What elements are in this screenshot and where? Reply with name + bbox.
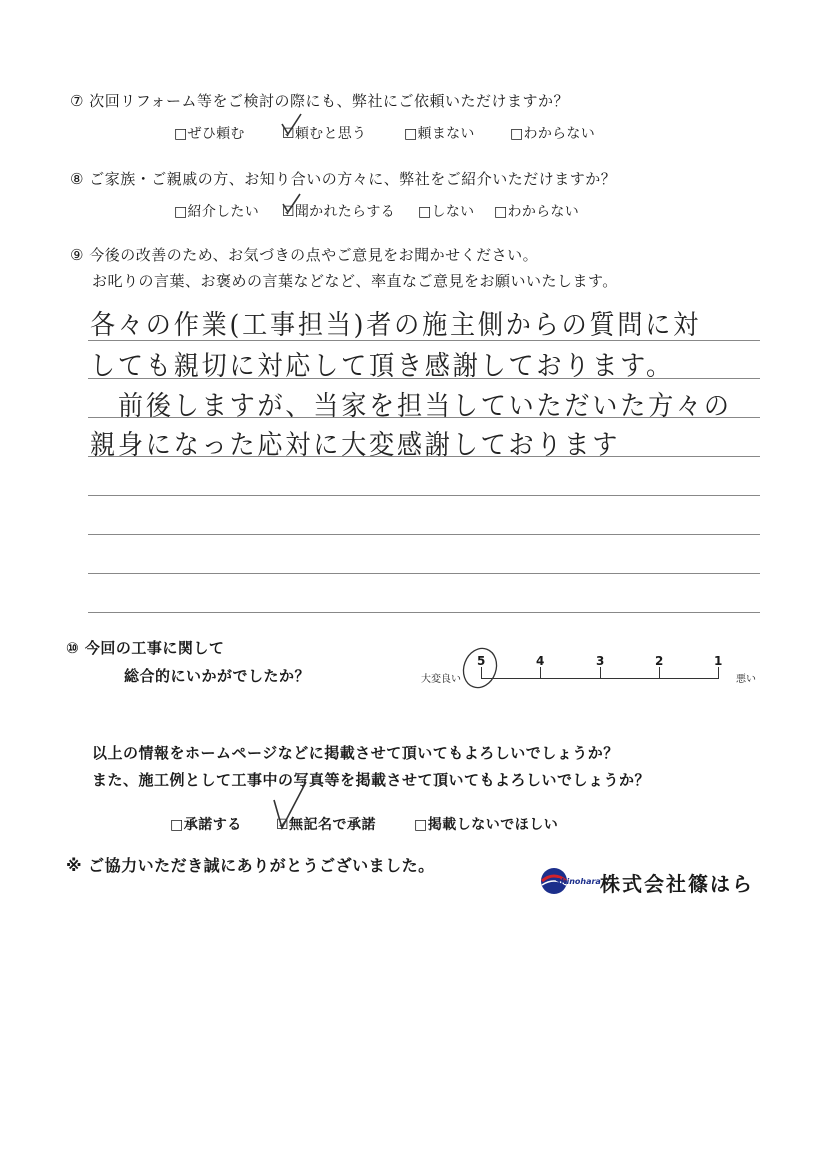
closing-message: ※ ご協力いただき誠にありがとうございました。 [66, 856, 435, 875]
q8-checkmark-icon [280, 190, 304, 216]
scale-label-best: 大変良い [421, 674, 461, 685]
scale-tick [718, 667, 719, 679]
scale-value-3[interactable]: 3 [596, 654, 605, 668]
q8-option-unknown[interactable]: □わからない [494, 204, 580, 220]
handwritten-answer-line: 各々の作業(工事担当)者の施主側からの質問に対 [90, 310, 702, 341]
q8-option-no[interactable]: □しない [418, 204, 475, 220]
q9-question-line1: ⑨ 今後の改善のため、お気づきの点やご意見をお聞かせください。 [70, 246, 539, 264]
q9-question-line2: お叱りの言葉、お褒めの言葉などなど、率直なご意見をお願いいたします。 [92, 272, 618, 290]
q7-question: ⑦ 次回リフォーム等をご検討の際にも、弊社にご依頼いただけますか？ [70, 92, 569, 110]
publication-question-line2: また、施工例として工事中の写真等を掲載させて頂いてもよろしいでしょうか？ [92, 771, 651, 789]
scale-value-1[interactable]: 1 [714, 654, 723, 668]
company-name: 株式会社篠はら [600, 872, 754, 896]
answer-rule [88, 573, 760, 574]
q10-question-line2: 総合的にいかがでしたか？ [124, 667, 311, 685]
answer-rule [88, 612, 760, 613]
company-logo-text: Shinohara [555, 877, 601, 886]
q10-question-line1: ⑩ 今回の工事に関して [66, 639, 225, 657]
q7-option-definitely[interactable]: □ぜひ頼む [174, 126, 245, 142]
scale-selection-circle-icon [460, 646, 500, 690]
publication-option-decline[interactable]: □掲載しないでほしい [414, 817, 559, 833]
answer-rule [88, 495, 760, 496]
answer-rule [88, 534, 760, 535]
q7-option-likely[interactable]: ☑頼むと思う [282, 126, 367, 142]
scale-value-4[interactable]: 4 [536, 654, 545, 668]
q8-option-if-asked[interactable]: ☑聞かれたらする [282, 204, 395, 220]
q8-option-introduce[interactable]: □紹介したい [174, 204, 260, 220]
publication-checkmark-icon [270, 780, 310, 832]
scale-tick [659, 667, 660, 679]
scale-tick [540, 667, 541, 679]
handwritten-answer-line: 前後しますが、当家を担当していただいた方々の [118, 391, 732, 422]
handwritten-answer-line: 親身になった応対に大変感謝しております [90, 430, 621, 461]
q7-checkmark-icon [280, 112, 304, 138]
scale-tick [600, 667, 601, 679]
publication-option-anonymous[interactable]: ☑無記名で承諾 [276, 817, 377, 833]
q7-option-no[interactable]: □頼まない [404, 126, 475, 142]
q7-option-unknown[interactable]: □わからない [510, 126, 596, 142]
scale-label-worst: 悪い [736, 674, 756, 685]
scale-value-5[interactable]: 5 [477, 654, 486, 668]
publication-option-consent[interactable]: □承諾する [170, 817, 242, 833]
q8-question: ⑧ ご家族・ご親戚の方、お知り合いの方々に、弊社をご紹介いただけますか？ [70, 170, 617, 188]
publication-question-line1: 以上の情報をホームページなどに掲載させて頂いてもよろしいでしょうか？ [92, 744, 619, 762]
handwritten-answer-line: しても親切に対応して頂き感謝しております。 [90, 351, 674, 382]
scale-value-2[interactable]: 2 [655, 654, 664, 668]
